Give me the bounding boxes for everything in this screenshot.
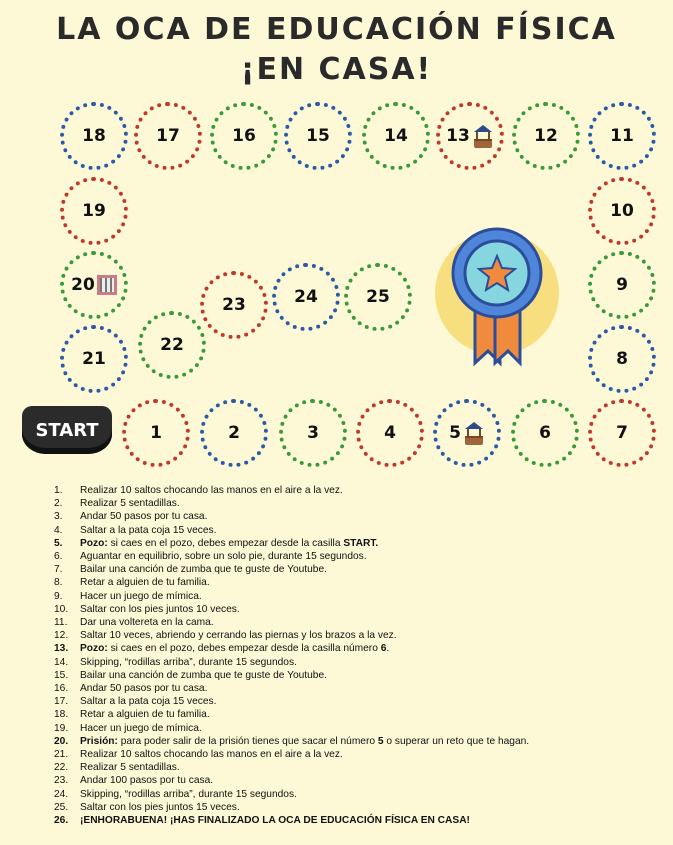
square-number: 22: [160, 335, 184, 355]
rule-text: Hacer un juego de mímica.: [80, 590, 202, 602]
rule-text: Andar 50 pasos por tu casa.: [80, 683, 208, 695]
rule-item: [54, 550, 654, 563]
rule-item: [54, 761, 654, 774]
rule-text: Dar una voltereta en la cama.: [80, 617, 214, 629]
square-number: 16: [232, 126, 256, 146]
rule-item: [54, 774, 654, 787]
square-number: 17: [156, 126, 180, 146]
rule-text: Skipping, “rodillas arriba”, durante 15 segundos.: [80, 788, 297, 800]
rule-item: [54, 510, 654, 523]
rule-bold2: 5: [377, 735, 384, 747]
rule-number: 9.: [54, 590, 63, 602]
rule-item: [54, 497, 654, 510]
rule-text: Saltar con los pies juntos 15 veces.: [80, 801, 240, 813]
rule-number: 3.: [54, 511, 63, 523]
board-square-10: [588, 177, 656, 245]
board-square-25: [344, 263, 412, 331]
square-number: 15: [306, 126, 330, 146]
rule-number: 26.: [54, 815, 69, 827]
rule-number: 21.: [54, 749, 69, 761]
square-number: 23: [222, 295, 246, 315]
page-subtitle: ¡EN CASA!: [240, 52, 433, 87]
rule-item: [54, 537, 654, 550]
board-square-8: [588, 325, 656, 393]
rule-number: 4.: [54, 524, 63, 536]
rule-number: 7.: [54, 564, 63, 576]
rule-number: 25.: [54, 801, 69, 813]
medal-icon: [430, 225, 565, 370]
board-square-14: [362, 102, 430, 170]
square-number: 6: [539, 423, 551, 443]
rule-text: Skipping, “rodillas arriba”, durante 15 segundos.: [80, 656, 297, 668]
square-number: 4: [384, 423, 396, 443]
rule-item: [54, 814, 654, 827]
board-square-1: [122, 399, 190, 467]
square-number: 14: [384, 126, 408, 146]
rule-bold2: START.: [343, 537, 379, 549]
rules-list: [54, 484, 654, 827]
rule-text: Saltar a la pata coja 15 veces.: [80, 524, 217, 536]
rule-number: 20.: [54, 735, 69, 747]
rule-number: 23.: [54, 775, 69, 787]
rule-text: Bailar una canción de zumba que te guste de Youtube.: [80, 564, 327, 576]
rule-item: [54, 708, 654, 721]
square-number: 3: [307, 423, 319, 443]
board-square-7: [588, 399, 656, 467]
rule-item: [54, 788, 654, 801]
rule-number: 17.: [54, 696, 69, 708]
rule-number: 13.: [54, 643, 69, 655]
square-number: 18: [82, 126, 106, 146]
rule-number: 14.: [54, 656, 69, 668]
rule-number: 12.: [54, 630, 69, 642]
rule-number: 1.: [54, 485, 63, 496]
rule-item: [54, 656, 654, 669]
rule-text2: o superar un reto que te hagan.: [383, 735, 530, 747]
square-number: 2: [228, 423, 240, 443]
rule-bold: Prisión:: [80, 735, 118, 747]
rule-item: [54, 590, 654, 603]
board-square-3: [279, 399, 347, 467]
square-number: 1: [150, 423, 162, 443]
rule-number: 18.: [54, 709, 69, 721]
page-title: LA OCA DE EDUCACIÓN FÍSICA: [56, 12, 617, 47]
rule-number: 22.: [54, 762, 69, 774]
rule-text: Realizar 5 sentadillas.: [80, 498, 180, 510]
board-square-11: [588, 102, 656, 170]
square-number: 5: [449, 423, 461, 443]
square-number: 9: [616, 275, 628, 295]
rule-text: si caes en el pozo, debes empezar desde la casilla número: [107, 643, 381, 655]
rule-item: [54, 669, 654, 682]
board-square-21: [60, 325, 128, 393]
rule-item: [54, 801, 654, 814]
rule-text: Retar a alguien de tu familia.: [80, 709, 210, 721]
rule-number: 19.: [54, 722, 69, 734]
rule-text: para poder salir de la prisión tienes que sacar el número: [117, 735, 378, 747]
rule-item: [54, 524, 654, 537]
rule-bold: Pozo:: [80, 537, 108, 549]
prison-icon: [97, 275, 117, 295]
square-number: 19: [82, 201, 106, 221]
rule-item: [54, 735, 654, 748]
rule-item: [54, 642, 654, 655]
rule-item: [54, 682, 654, 695]
board-square-2: [200, 399, 268, 467]
square-number: 24: [294, 287, 318, 307]
square-number: 21: [82, 349, 106, 369]
square-number: 20: [71, 275, 95, 295]
square-number: 13: [446, 126, 470, 146]
rule-number: 11.: [54, 617, 68, 629]
rule-number: 2.: [54, 498, 63, 510]
well-icon: [463, 420, 485, 446]
board-square-20: [60, 251, 128, 319]
rule-text: Bailar una canción de zumba que te guste de Youtube.: [80, 669, 327, 681]
board-square-19: [60, 177, 128, 245]
board-square-16: [210, 102, 278, 170]
square-number: 12: [534, 126, 558, 146]
rule-number: 15.: [54, 669, 69, 681]
rule-number: 10.: [54, 603, 69, 615]
rule-text: Realizar 10 saltos chocando las manos en el aire a la vez.: [80, 485, 343, 496]
rule-bold: Pozo:: [80, 643, 108, 655]
rule-item: [54, 484, 654, 497]
board-square-24: [272, 263, 340, 331]
square-number: 7: [616, 423, 628, 443]
square-number: 25: [366, 287, 390, 307]
board-square-12: [512, 102, 580, 170]
rule-text: Saltar 10 veces, abriendo y cerrando las piernas y los brazos a la vez.: [80, 630, 397, 642]
rule-text: Saltar a la pata coja 15 veces.: [80, 696, 217, 708]
square-number: 11: [610, 126, 634, 146]
rule-item: [54, 603, 654, 616]
rule-number: 16.: [54, 683, 69, 695]
rule-text: Realizar 5 sentadillas.: [80, 762, 180, 774]
rule-text: Andar 50 pasos por tu casa.: [80, 511, 208, 523]
board-square-4: [356, 399, 424, 467]
square-number: 10: [610, 201, 634, 221]
rule-item: [54, 576, 654, 589]
start-button[interactable]: START: [22, 406, 112, 454]
board-square-22: [138, 311, 206, 379]
rule-text: si caes en el pozo, debes empezar desde la casilla: [107, 537, 344, 549]
rule-bold2: 6: [380, 643, 387, 655]
rule-text: Hacer un juego de mímica.: [80, 722, 202, 734]
rule-item: [54, 695, 654, 708]
well-icon: [472, 123, 494, 149]
rule-bold: ¡ENHORABUENA! ¡HAS FINALIZADO LA OCA DE EDUCACIÓN FÍSICA EN CASA!: [80, 815, 470, 827]
rule-item: [54, 629, 654, 642]
rule-item: [54, 748, 654, 761]
rule-text: Aguantar en equilibrio, sobre un solo pie, durante 15 segundos.: [80, 551, 367, 563]
rule-text: Saltar con los pies juntos 10 veces.: [80, 603, 240, 615]
rule-number: 8.: [54, 577, 63, 589]
board-square-15: [284, 102, 352, 170]
board-square-6: [511, 399, 579, 467]
rule-item: [54, 563, 654, 576]
board-square-17: [134, 102, 202, 170]
board-square-5: [433, 399, 501, 467]
rule-text2: .: [386, 643, 390, 655]
rule-text: Andar 100 pasos por tu casa.: [80, 775, 214, 787]
board-square-9: [588, 251, 656, 319]
rule-text: Retar a alguien de tu familia.: [80, 577, 210, 589]
rule-number: 5.: [54, 537, 63, 549]
board-square-18: [60, 102, 128, 170]
rule-text: Realizar 10 saltos chocando las manos en el aire a la vez.: [80, 749, 343, 761]
rule-item: [54, 616, 654, 629]
rule-number: 24.: [54, 788, 69, 800]
rule-number: 6.: [54, 551, 63, 563]
board-square-13: [436, 102, 504, 170]
board-square-23: [200, 271, 268, 339]
square-number: 8: [616, 349, 628, 369]
rule-item: [54, 722, 654, 735]
